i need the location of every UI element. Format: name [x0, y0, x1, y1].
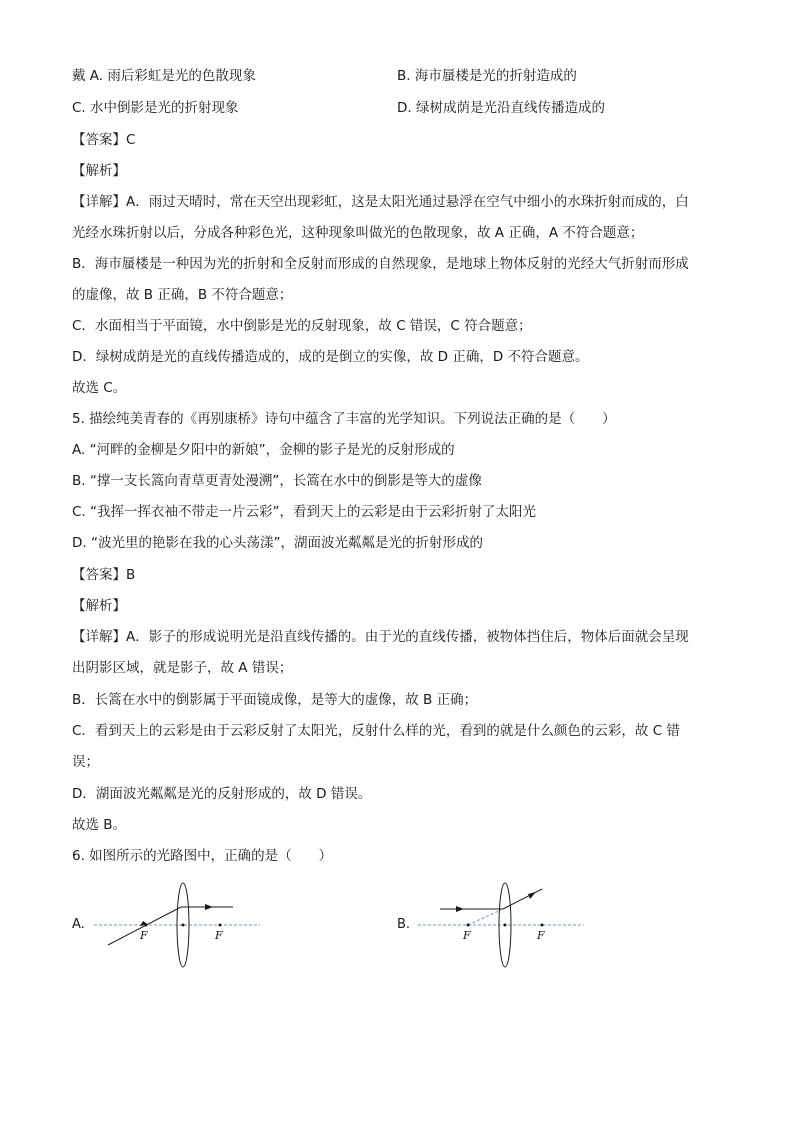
q4-conclusion: 故选 C。 — [72, 380, 127, 396]
q4-detail-line: B．海市蜃楼是一种因为光的折射和全反射而形成的自然现象，是地球上物体反射的光经大气折射而形成 — [72, 256, 689, 272]
q4-analysis-heading: 【解析】 — [72, 163, 126, 179]
q4-answer: 【答案】C — [72, 132, 136, 148]
q4-detail-line: C．水面相当于平面镜，水中倒影是光的反射现象，故 C 错误，C 符合题意； — [72, 318, 532, 334]
optical-center — [182, 924, 185, 927]
focus-label: F — [463, 929, 471, 942]
q4-option-b: B. 海市蜃楼是光的折射造成的 — [397, 68, 577, 84]
extension-line — [468, 909, 503, 925]
focus-label: F — [140, 929, 148, 942]
arrow-head — [205, 904, 213, 910]
focus-point — [467, 924, 470, 927]
optical-center — [504, 924, 507, 927]
figure-b-lens-diagram — [412, 875, 592, 975]
figure-a-lens-diagram — [88, 875, 268, 975]
focus-point — [219, 924, 222, 927]
q5-detail-line: 出阴影区域，就是影子，故 A 错误； — [72, 660, 293, 676]
arrow-head — [456, 906, 464, 912]
q6-stem: 6. 如图所示的光路图中，正确的是（ ） — [72, 848, 333, 864]
figure-b-label: B. — [397, 917, 411, 932]
q5-option-c: C. “我挥一挥衣袖不带走一片云彩”，看到天上的云彩是由于云彩折射了太阳光 — [72, 504, 536, 520]
q5-analysis-heading: 【解析】 — [72, 598, 126, 614]
q5-detail-line: 误； — [72, 754, 99, 770]
q4-option-a: 戴 A. 雨后彩虹是光的色散现象 — [72, 68, 256, 84]
q4-detail-line: D．绿树成荫是光的直线传播造成的，成的是倒立的实像，故 D 正确，D 不符合题意。 — [72, 349, 589, 365]
q5-detail-line: C．看到天上的云彩是由于云彩反射了太阳光，反射什么样的光，看到的就是什么颜色的云彩，故 C 错 — [72, 723, 680, 739]
focus-label: F — [215, 929, 223, 942]
q4-option-c: C. 水中倒影是光的折射现象 — [72, 100, 239, 116]
q5-option-a: A. “河畔的金柳是夕阳中的新娘”，金柳的影子是光的反射形成的 — [72, 442, 455, 458]
q5-answer: 【答案】B — [72, 567, 136, 583]
q5-conclusion: 故选 B。 — [72, 817, 127, 833]
focus-label: F — [537, 929, 545, 942]
arrow-head — [528, 892, 536, 899]
q4-option-d: D. 绿树成荫是光沿直线传播造成的 — [397, 100, 605, 116]
q4-detail-line: 的虚像，故 B 正确，B 不符合题意； — [72, 287, 293, 303]
q5-option-b: B. “撑一支长篙向青草更青处漫溯”，长篙在水中的倒影是等大的虚像 — [72, 473, 482, 489]
figure-a-label: A. — [72, 917, 85, 932]
q5-detail-line: 【详解】A．影子的形成说明光是沿直线传播的。由于光的直线传播，被物体挡住后，物体后面就会呈现 — [72, 629, 689, 645]
q5-detail-line: B．长篙在水中的倒影属于平面镜成像，是等大的虚像，故 B 正确； — [72, 692, 478, 708]
q4-detail-line: 光经水珠折射以后，分成各种彩色光，这种现象叫做光的色散现象，故 A 正确，A 不符合题意； — [72, 225, 644, 241]
q5-stem: 5. 描绘纯美青春的《再别康桥》诗句中蕴含了丰富的光学知识。下列说法正确的是（ ） — [72, 411, 616, 427]
q4-detail-line: 【详解】A．雨过天晴时，常在天空出现彩虹，这是太阳光通过悬浮在空气中细小的水珠折射而成的，白 — [72, 194, 689, 210]
focus-point — [145, 924, 148, 927]
focus-point — [541, 924, 544, 927]
q5-detail-line: D．湖面波光粼粼是光的反射形成的，故 D 错误。 — [72, 786, 372, 802]
q5-option-d: D. “波光里的艳影在我的心头荡漾”，湖面波光粼粼是光的折射形成的 — [72, 535, 483, 551]
